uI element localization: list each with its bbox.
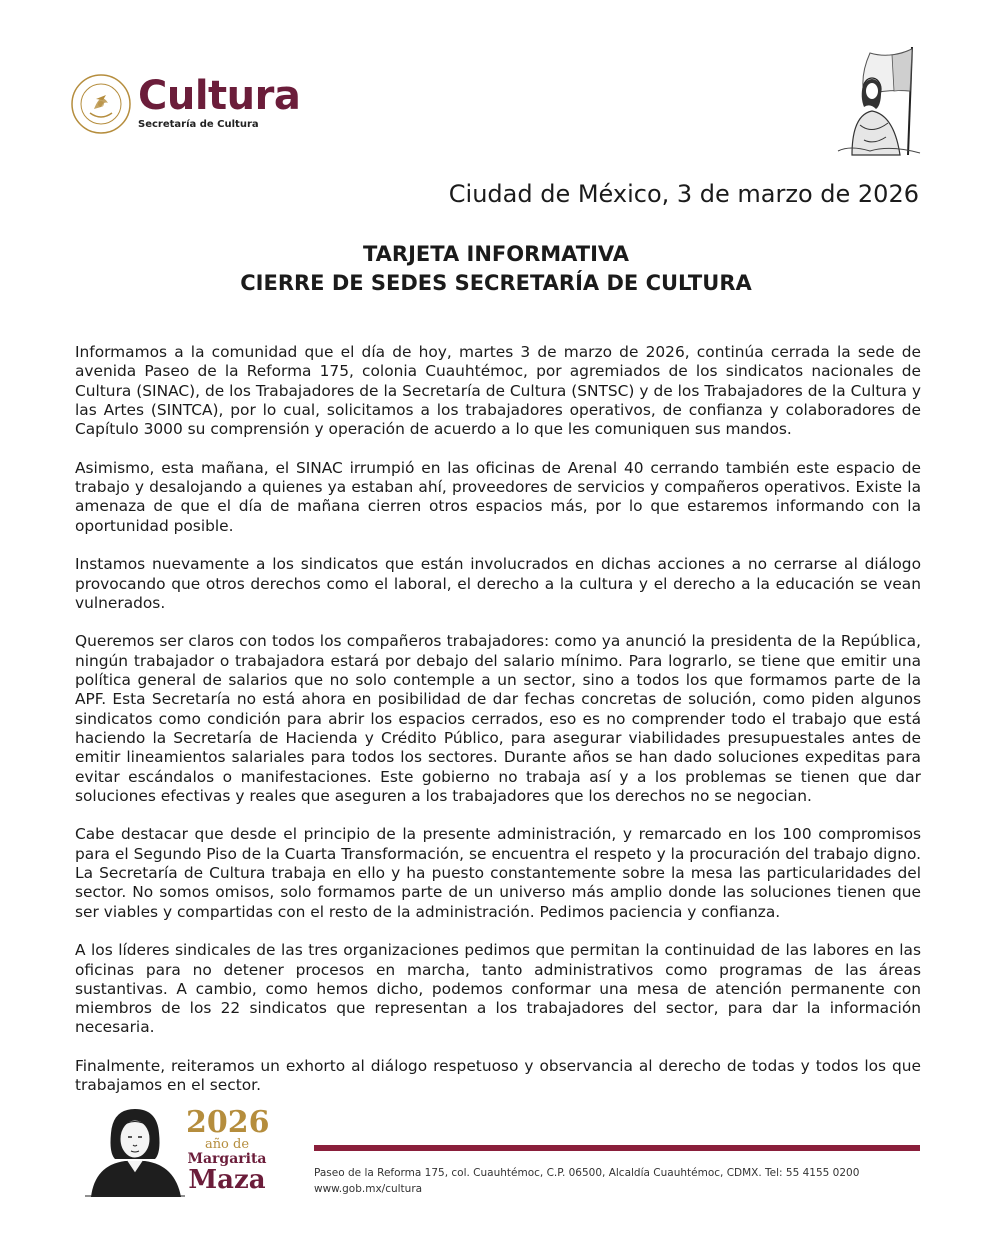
badge-sub: año de (204, 1137, 250, 1152)
brand-block (138, 74, 300, 130)
paragraph: Queremos ser claros con todos los compañeros trabajadores: como ya anunció la presidenta de la República, ningún trabajador o trabajadora estará por debajo del salario mínimo. Para lograrlo, se tiene que emitir una política general de salarios que no solo contemple a un sector, sino a todos los que formamos parte de la APF. Esta Secretaría no está ahora en posibilidad de dar fechas concretas de solución, como piden algunos sindicatos como condición para abrir los espacios cerrados, eso es no comprender todo el trabajo que está haciendo la Secretaría de Hacienda y Crédito Público, para asegurar viabilidades presupuestales antes de emitir lineamientos salariales para todos los sectores. Durante años se han dado soluciones expeditas para evitar escándalos o manifestaciones. Este gobierno no trabaja así y a los problemas se tienen que dar soluciones efectivas y reales que aseguren a los trabajadores que los derechos no se negocian. (75, 632, 921, 805)
badge-first-name: Margarita (187, 1151, 267, 1167)
paragraph: Instamos nuevamente a los sindicatos que están involucrados en dichas acciones a no cerrarse al diálogo provocando que otros derechos como el laboral, el derecho a la cultura y el derecho a la educación se vean vulnerados. (75, 555, 921, 612)
paragraph: Informamos a la comunidad que el día de hoy, martes 3 de marzo de 2026, continúa cerrada la sede de avenida Paseo de la Reforma 175, colonia Cuauhtémoc, por agremiados de los sindicatos nacionales de Cultura (SINAC), de los Trabajadores de la Secretaría de Cultura (SNTSC) y de los Trabajadores de la Cultura y las Artes (SINTCA), por lo cual, solicitamos a los trabajadores operativos, de confianza y colaboradores de Capítulo 3000 su comprensión y operación de acuerdo a lo que les comuniquen sus mandos. (75, 343, 921, 439)
date-line: Ciudad de México, 3 de marzo de 2026 (448, 180, 919, 208)
brand-name: Cultura (138, 73, 301, 119)
footer-contact (314, 1165, 859, 1197)
badge-year: 2026 (186, 1105, 270, 1140)
margarita-maza-portrait (85, 1103, 185, 1197)
patria-flag-illustration (830, 45, 922, 157)
paragraph: Asimismo, esta mañana, el SINAC irrumpió en las oficinas de Arenal 40 cerrando también este espacio de trabajo y desalojando a quienes ya estaban ahí, proveedores de servicios y compañeros operativos. Existe la amenaza de que el día de mañana cierren otros espacios más, por lo que estaremos informando con la oportunidad posible. (75, 458, 921, 535)
mexican-seal-icon (70, 73, 132, 135)
year-badge (186, 1105, 270, 1195)
footer-address: Paseo de la Reforma 175, col. Cuauhtémoc, C.P. 06500, Alcaldía Cuauhtémoc, CDMX. Tel: 55 4155 0200 (314, 1167, 860, 1179)
footer-divider (314, 1145, 920, 1151)
badge-last-name: Maza (188, 1165, 266, 1195)
footer (0, 1095, 992, 1240)
title-line-1: TARJETA INFORMATIVA (362, 242, 630, 266)
paragraph: Cabe destacar que desde el principio de la presente administración, y remarcado en los 100 compromisos para el Segundo Piso de la Cuarta Transformación, se encuentra el respeto y la procuración del trabajo digno. La Secretaría de Cultura trabaja en ello y ha puesto constantemente sobre la mesa las particularidades del sector. No somos omisos, solo formamos parte de un universo más amplio donde las soluciones tienen que ser viables y compartidas con el resto de la administración. Pedimos paciencia y confianza. (75, 825, 921, 921)
document-body (75, 343, 921, 1115)
paragraph: Finalmente, reiteramos un exhorto al diálogo respetuoso y observancia al derecho de todas y todos los que trabajamos en el sector. (75, 1056, 921, 1095)
letterhead (0, 0, 992, 170)
title-line-2: CIERRE DE SEDES SECRETARÍA DE CULTURA (240, 271, 752, 295)
footer-website[interactable]: www.gob.mx/cultura (314, 1183, 423, 1195)
paragraph: A los líderes sindicales de las tres organizaciones pedimos que permitan la continuidad de las labores en las oficinas para no detener procesos en marcha, tanto administrativos como programas de las áreas sustantivas. A cambio, como hemos dicho, podemos conformar una mesa de atención permanente con miembros de los 22 sindicatos que representan a los trabajadores del sector, para dar la información necesaria. (75, 941, 921, 1037)
brand-subtitle: Secretaría de Cultura (138, 119, 259, 130)
document-title (0, 240, 992, 298)
